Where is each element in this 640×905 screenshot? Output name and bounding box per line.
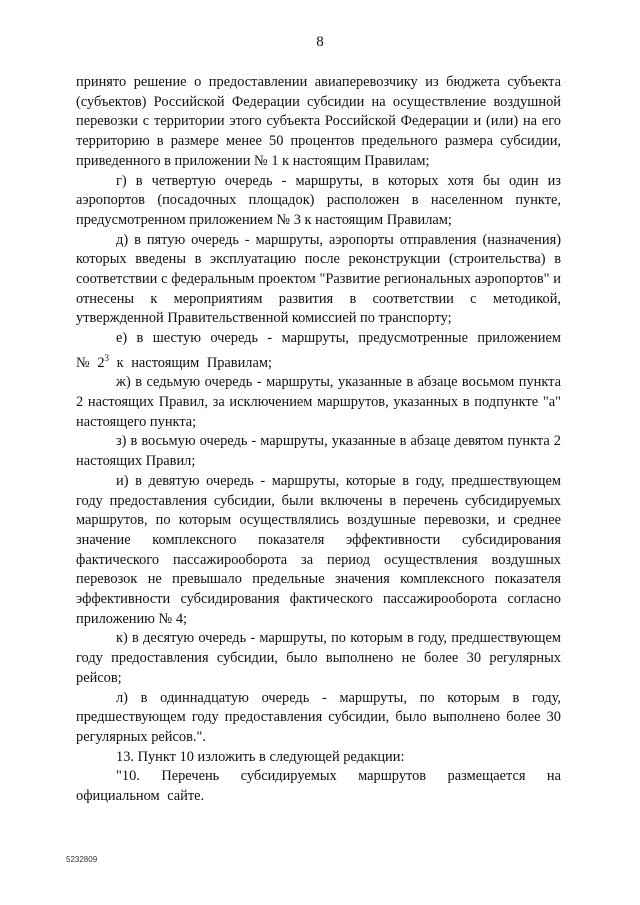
paragraph-item-d: д) в пятую очередь - маршруты, аэропорты отправления (назначения) которых введены в эксплуатацию после реконструкции (строительства) в соответствии с федеральным проектом "Развитие региональных аэропортов" и отнесены к мероприятиям развития в соответствии с методикой, утвержденной Правительственной комиссией по транспорту;	[76, 231, 561, 327]
paragraph-item-e-tail: к настоящим Правилам;	[109, 354, 272, 371]
paragraph-item-k: к) в десятую очередь - маршруты, по которым в году, предшествующем году предоставления субсидии, было выполнено не более 30 регулярных рейсов;	[76, 630, 561, 686]
page-number: 8	[316, 34, 324, 50]
superscript-marker: 3	[104, 352, 110, 363]
paragraph-item-z: з) в восьмую очередь - маршруты, указанные в абзаце девятом пункта 2 настоящих Правил;	[76, 433, 561, 470]
paragraph-item-e	[76, 329, 561, 373]
paragraph-item-l: л) в одиннадцатую очередь - маршруты, по которым в году, предшествующем году предоставления субсидии, было выполнено более 30 регулярных рейсов.".	[76, 689, 561, 745]
document-body	[76, 73, 561, 807]
document-code: 5232809	[66, 855, 98, 864]
paragraph-item-i: и) в девятую очередь - маршруты, которые в году, предшествующем году предоставления субсидии, были включены в перечень субсидируемых маршрутов, по которым осуществлялись воздушные перевозки, и среднее значение комплексного показателя эффективности субсидирования фактического пассажирооборота за период осуществления воздушных перевозок не превышало предельные значения комплексного показателя эффективности субсидирования фактического пассажирооборота согласно приложению № 4;	[76, 472, 561, 627]
paragraph-point-10: "10. Перечень субсидируемых маршрутов размещается на официальном сайте.	[76, 768, 561, 805]
paragraph-continuation: принято решение о предоставлении авиаперевозчику из бюджета субъекта (субъектов) Российской Федерации субсидии на осуществление воздушной перевозки с территории этого субъекта Российской Федерации и (или) на его территорию в размере менее 50 процентов предельного размера субсидии, приведенного в приложении № 1 к настоящим Правилам;	[76, 74, 561, 169]
paragraph-item-g: г) в четвертую очередь - маршруты, в которых хотя бы один из аэропортов (посадочных площадок) расположен в населенном пункте, предусмотренном приложением № 3 к настоящим Правилам;	[76, 172, 561, 228]
paragraph-item-e-text: е) в шестую очередь - маршруты, предусмотренные приложением № 2	[76, 330, 561, 371]
paragraph-point-13: 13. Пункт 10 изложить в следующей редакции:	[116, 748, 405, 765]
paragraph-item-zh: ж) в седьмую очередь - маршруты, указанные в абзаце восьмом пункта 2 настоящих Правил, за исключением маршрутов, указанных в подпункте "а" настоящего пункта;	[76, 374, 561, 430]
